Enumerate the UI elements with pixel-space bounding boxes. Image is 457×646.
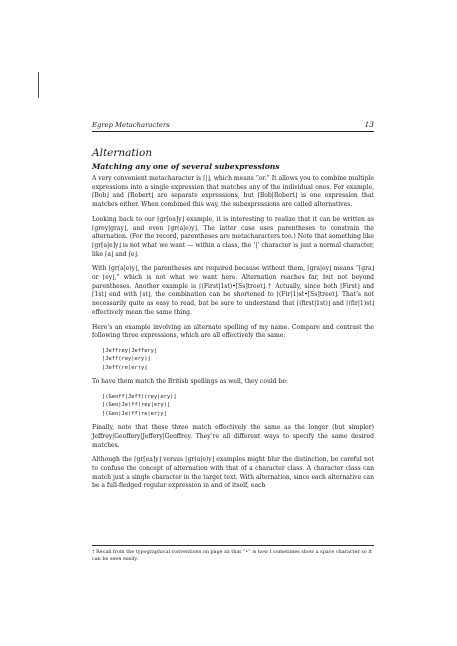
running-head-title: Egrep Metacharacters (92, 121, 170, 129)
paragraph: With ⌈gr(a|e)y⌋, the parentheses are required because without them, ⌈gra|ey⌋ means “⌈gra⌋ or ⌈ey⌋,” which is not what we want here. Alternation reaches far, but not beyond parentheses. Another example is ⌈(First|1st)•[Ss]treet⌋.† Actually, since both ⌈First⌋ and ⌈1st⌋ end with ⌈st⌋, the combination can be shortened to ⌈(Fir|1)st•[Ss]treet⌋. That’s not necessarily quite as easy to read, but be sure to understand that ⌈(first|1st)⌋ and ⌈(fir|1)st⌋ effectively mean the same thing. (92, 265, 374, 316)
code-line: ⌈Jeff(rey|ery)⌋ (102, 356, 151, 363)
running-head (92, 120, 374, 132)
code-line: ⌈(Geoff|Jeff)(rey|ery)⌋ (102, 393, 177, 400)
paragraph: Looking back to our ⌈gr[ea]y⌋ example, it is interesting to realize that it can be written as ⌈grey|gray⌋, and even ⌈gr(a|e)y⌋. The latter case uses parentheses to constrain the alternation. (For the record, parentheses are metacharacters too.) Note that something like ⌈gr[a|e]y⌋ is not what we want — within a class, the ‘|’ character is just a normal character, like ⌈a⌋ and ⌈e⌋. (92, 215, 374, 258)
paragraph: To have them match the British spellings as well, they could be: (92, 378, 289, 386)
paragraph: Although the ⌈gr[ea]y⌋ versus ⌈gr(a|e)y⌋ examples might blur the distinction, be careful not to confuse the concept of alternation with that of a character class. A character class can match just a single character in the target text. With alternation, since each alternative can be a full-fledged regular expression in and of itself, each (92, 456, 374, 490)
paragraph: Here’s an example involving an alternate spelling of my name. Compare and contrast the following three expressions, which are all effectively the same: (92, 323, 374, 340)
footnote: † Recall from the typographical conventions on page xx that “•” is how I sometimes show a space character so it can be seen easily. (92, 545, 374, 562)
code-line: ⌈(Geo|Je)ff(re|er)y⌋ (102, 410, 167, 417)
paragraph: A very convenient metacharacter is ⌈|⌋, which means “or.” It allows you to combine multiple expressions into a single expression that matches any of the individual ones. For example, ⌈Bob⌋ and ⌈Robert⌋ are separate expressions, but ⌈Bob|Robert⌋ is one expression that matches either. When combined this way, the subexpressions are called alternatives. (92, 175, 374, 209)
code-block-british (102, 393, 374, 418)
page-number: 13 (364, 120, 374, 129)
code-line: ⌈Jeff(re|er)y⌋ (102, 364, 148, 371)
code-line: ⌈Jeffrey|Jeffery⌋ (102, 347, 158, 354)
section-subtitle: Matching any one of several subexpressions (92, 162, 280, 171)
paragraph: Finally, note that these three match effectively the same as the longer (but simpler) Jeffrey|Geoffery|Jeffery|Geoffrey. They’re all different ways to specify the same desired matches. (92, 424, 374, 449)
margin-mark (38, 72, 39, 98)
section-title: Alternation (92, 147, 153, 159)
code-line: ⌈(Geo|Je)ff(rey|ery)⌋ (102, 402, 171, 409)
page-body (92, 120, 374, 497)
code-block-same (102, 347, 374, 372)
